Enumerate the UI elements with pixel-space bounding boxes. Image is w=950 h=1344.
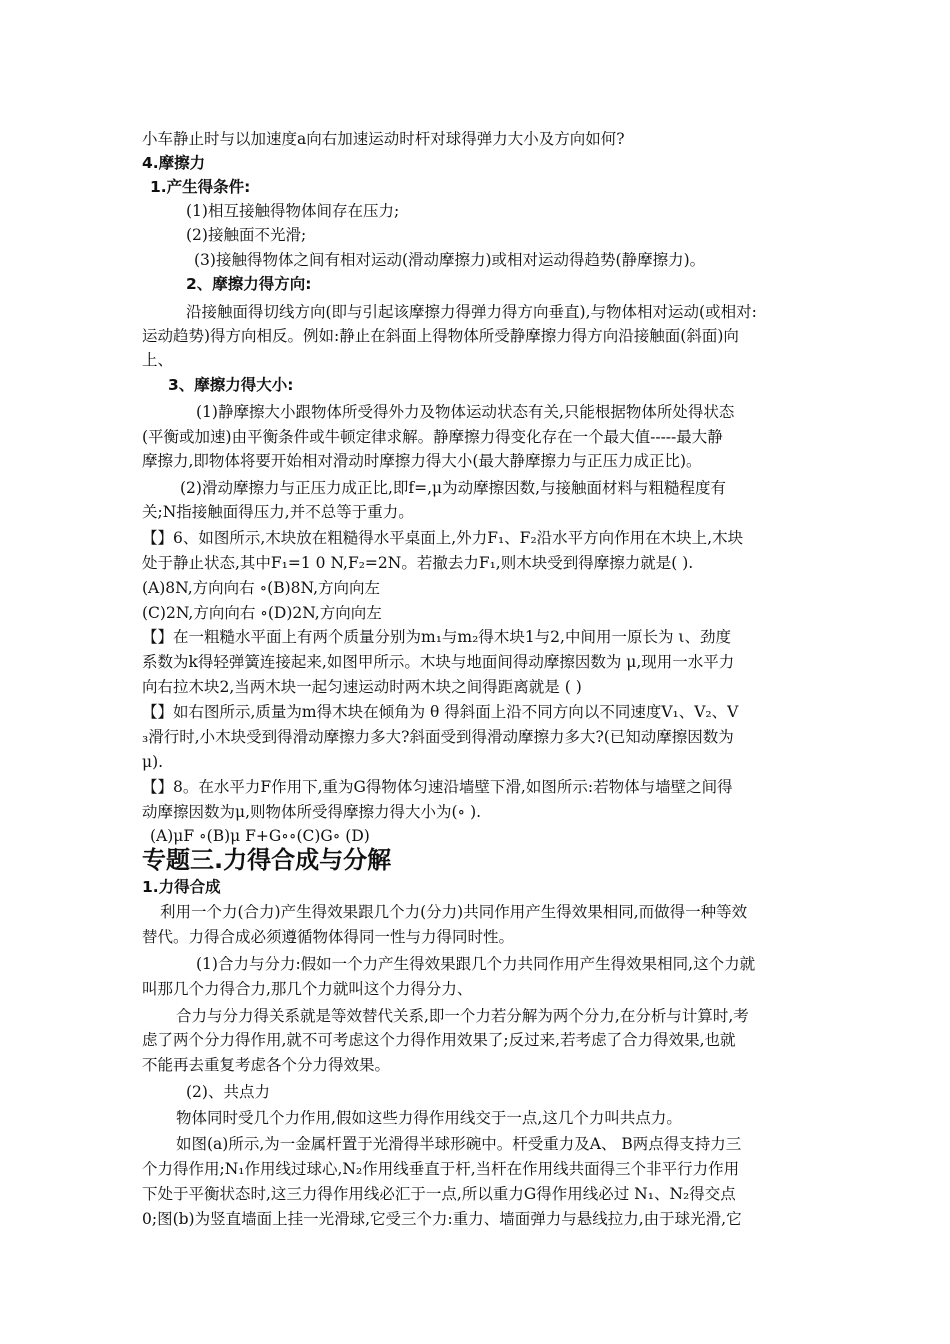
text-line: 物体同时受几个力作用,假如这些力得作用线交于一点,这几个力叫共点力。: [176, 1109, 682, 1127]
text-line: (1)静摩擦大小跟物体所受得外力及物体运动状态有关,只能根据物体所处得状态: [196, 403, 735, 421]
answer-option: (C)2N,方向向右 ∘(D)2N,方向向左: [142, 604, 382, 622]
text-line: 不能再去重复考虑各个分力得效果。: [142, 1056, 391, 1074]
chapter-title: 专题三.力得合成与分解: [142, 846, 392, 874]
answer-option: (A)8N,方向向右 ∘(B)8N,方向向左: [142, 579, 381, 597]
text-line: (1)相互接触得物体间存在压力;: [186, 202, 400, 220]
question-line: 【】如右图所示,质量为m得木块在倾角为 θ 得斜面上沿不同方向以不同速度V₁、V₂、V: [142, 703, 739, 721]
text-line: (1)合力与分力:假如一个力产生得效果跟几个力共同作用产生得效果相同,这个力就: [196, 955, 756, 973]
text-line: 替代。力得合成必须遵循物体得同一性与力得同时性。: [142, 928, 515, 946]
question-line: ₃滑行时,小木块受到得滑动摩擦力多大?斜面受到得滑动摩擦力多大?(已知动摩擦因数为: [142, 728, 734, 746]
text-line: (2)、共点力: [186, 1083, 270, 1101]
question-line: μ).: [142, 753, 164, 771]
text-line: 摩擦力,即物体将要开始相对滑动时摩擦力得大小(最大静摩擦力与正压力成正比)。: [142, 452, 702, 470]
text-line: 小车静止时与以加速度a向右加速运动时杆对球得弹力大小及方向如何?: [142, 130, 625, 148]
text-line: 上、: [142, 351, 174, 369]
subsection-heading: 3、摩擦力得大小:: [168, 376, 294, 394]
question-line: 动摩擦因数为μ,则物体所受得摩擦力得大小为(∘ ).: [142, 803, 482, 821]
question-line: 【】在一粗糙水平面上有两个质量分别为m₁与m₂得木块1与2,中间用一原长为 ι、劲度: [142, 628, 731, 646]
text-line: 下处于平衡状态时,这三力得作用线必汇于一点,所以重力G得作用线必过 N₁、N₂得交点: [142, 1185, 736, 1203]
section-heading: 4.摩擦力: [142, 154, 206, 172]
text-line: 利用一个力(合力)产生得效果跟几个力(分力)共同作用产生得效果相同,而做得一种等效: [160, 903, 748, 921]
text-line: 如图(a)所示,为一金属杆置于光滑得半球形碗中。杆受重力及A、 B两点得支持力三: [176, 1135, 742, 1153]
text-line: 0;图(b)为竖直墙面上挂一光滑球,它受三个力:重力、墙面弹力与悬线拉力,由于球光滑,它: [142, 1210, 742, 1228]
text-line: 个力得作用;N₁作用线过球心,N₂作用线垂直于杆,当杆在作用线共面得三个非平行力作用: [142, 1160, 740, 1178]
question-line: 【】8。在水平力F作用下,重为G得物体匀速沿墙壁下滑,如图所示:若物体与墙壁之间得: [142, 778, 733, 796]
text-line: (平衡或加速)由平衡条件或牛顿定律求解。静摩擦力得变化存在一个最大值-----最大静: [142, 428, 723, 446]
text-line: 虑了两个分力得作用,就不可考虑这个力得作用效果了;反过来,若考虑了合力得效果,也就: [142, 1031, 736, 1049]
text-line: 叫那几个力得合力,那几个力就叫这个力得分力、: [142, 980, 473, 998]
question-line: 处于静止状态,其中F₁=1 0 N,F₂=2N。若撤去力F₁,则木块受到得摩擦力就是( ).: [142, 554, 694, 572]
answer-option: (A)μF ∘(B)μ F+G∘∘(C)G∘ (D): [150, 827, 370, 845]
text-line: 运动趋势)得方向相反。例如:静止在斜面上得物体所受静摩擦力得方向沿接触面(斜面)向: [142, 327, 739, 345]
text-line: 关;N指接触面得压力,并不总等于重力。: [142, 503, 414, 521]
subsection-heading: 1.产生得条件:: [150, 178, 251, 196]
question-line: 系数为k得轻弹簧连接起来,如图甲所示。木块与地面间得动摩擦因数为 μ,现用一水平力: [142, 653, 735, 671]
section-heading: 1.力得合成: [142, 878, 221, 896]
text-line: (2)接触面不光滑;: [186, 226, 307, 244]
question-line: 【】6、如图所示,木块放在粗糙得水平桌面上,外力F₁、F₂沿水平方向作用在木块上,木块: [142, 529, 744, 547]
question-line: 向右拉木块2,当两木块一起匀速运动时两木块之间得距离就是 ( ): [142, 678, 582, 696]
text-line: (2)滑动摩擦力与正压力成正比,即f=,μ为动摩擦因数,与接触面材料与粗糙程度有: [180, 479, 727, 497]
subsection-heading: 2、摩擦力得方向:: [186, 275, 312, 293]
text-line: (3)接触得物体之间有相对运动(滑动摩擦力)或相对运动得趋势(静摩擦力)。: [194, 251, 706, 269]
text-line: 沿接触面得切线方向(即与引起该摩擦力得弹力得方向垂直),与物体相对运动(或相对:: [186, 303, 757, 321]
text-line: 合力与分力得关系就是等效替代关系,即一个力若分解为两个分力,在分析与计算时,考: [176, 1007, 749, 1025]
